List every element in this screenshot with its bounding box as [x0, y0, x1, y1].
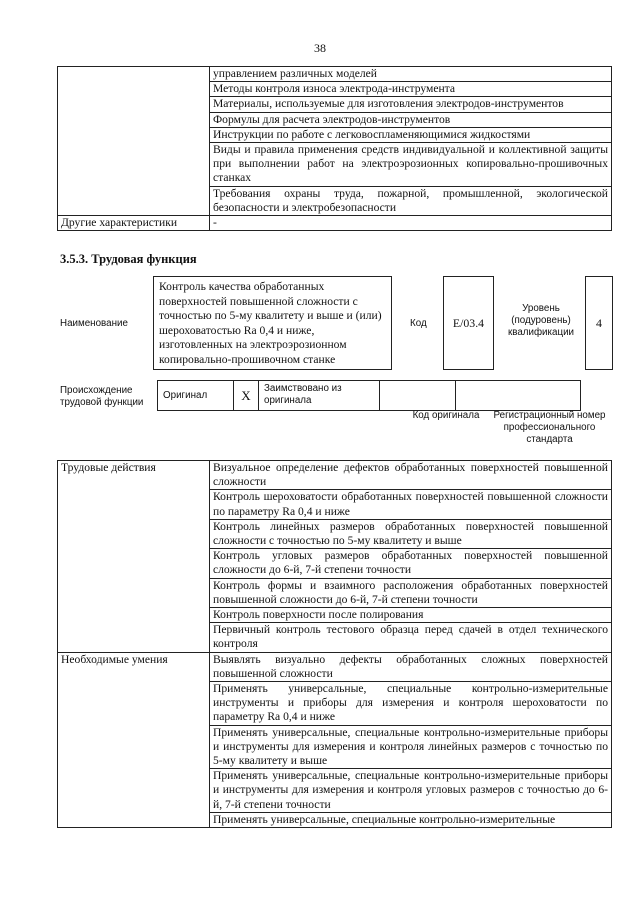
registration-caption: Регистрационный номер профессионального стандарта	[493, 410, 606, 445]
name-label: Наименование	[60, 318, 128, 329]
row-text: Виды и правила применения средств индивидуальной и коллективной защиты при выполнении работ на электроэрозионных копировально-прошивочных станках	[210, 143, 612, 187]
list-item: Контроль шероховатости обработанных поверхностей повышенной сложности по параметру Ra 0,4 и ниже	[210, 490, 612, 519]
registration-number-cell	[456, 381, 581, 411]
original-label: Оригинал	[158, 381, 234, 411]
function-details-table	[57, 460, 612, 828]
list-item: Контроль угловых размеров обработанных поверхностей повышенной сложности до 6-й, 7-й степени точности	[210, 549, 612, 578]
list-item: Применять универсальные, специальные контрольно-измерительные приборы и инструменты для измерения и контроля линейных размеров с точностью по 5-му квалитету и выше	[210, 725, 612, 769]
table-row	[158, 381, 581, 411]
table-row	[58, 461, 612, 490]
table-row	[58, 67, 612, 82]
other-characteristics-label: Другие характеристики	[58, 216, 210, 231]
row-text: Требования охраны труда, пожарной, промышленной, экологической безопасности и электробезопасности	[210, 186, 612, 215]
original-code-caption: Код оригинала	[412, 410, 480, 421]
page-number: 38	[314, 41, 326, 55]
row-text: Формулы для расчета электродов-инструментов	[210, 112, 612, 127]
origin-label: Происхождение трудовой функции	[60, 385, 144, 408]
table-row	[58, 652, 612, 681]
requirements-table	[57, 66, 612, 231]
qualification-level-label: Уровень (подуровень) квалификации	[507, 303, 575, 338]
section-title: 3.5.3. Трудовая функция	[60, 252, 197, 266]
group-label: Трудовые действия	[58, 461, 210, 653]
origin-table	[157, 380, 581, 411]
original-code-cell	[380, 381, 456, 411]
list-item: Применять универсальные, специальные контрольно-измерительные	[210, 812, 612, 827]
qualification-level-value: 4	[585, 276, 613, 370]
row-text: Материалы, используемые для изготовления электродов-инструментов	[210, 97, 612, 112]
row-label	[58, 67, 210, 216]
list-item: Контроль поверхности после полирования	[210, 608, 612, 623]
group-label: Необходимые умения	[58, 652, 210, 827]
function-code: E/03.4	[443, 276, 494, 370]
other-characteristics-value: -	[210, 216, 612, 231]
function-name-box: Контроль качества обработанных поверхностей повышенной сложности с точностью по 5-му квалитету и выше и (или) шероховатостью Ra 0,4 и ниже, изготовленных на электроэрозионном копировально-прошивочном станке	[153, 276, 392, 370]
list-item: Выявлять визуально дефекты обработанных сложных поверхностей повышенной сложности	[210, 652, 612, 681]
original-mark: X	[234, 381, 259, 411]
list-item: Контроль линейных размеров обработанных поверхностей повышенной сложности с точностью по 5-му квалитету и выше	[210, 519, 612, 548]
row-text: Инструкции по работе с легковоспламеняющимися жидкостями	[210, 127, 612, 142]
borrowed-label: Заимствовано из оригинала	[259, 381, 380, 411]
row-text: управлением различных моделей	[210, 67, 612, 82]
table-row	[58, 216, 612, 231]
list-item: Применять универсальные, специальные контрольно-измерительные приборы и инструменты для измерения и контроля угловых размеров с точностью до 6-й, 7-й степени точности	[210, 769, 612, 813]
list-item: Применять универсальные, специальные контрольно-измерительные инструменты и приборы для измерения и контроля шероховатости по параметру Ra 0,4 и ниже	[210, 682, 612, 726]
list-item: Первичный контроль тестового образца перед сдачей в отдел технического контроля	[210, 623, 612, 652]
code-label: Код	[410, 318, 427, 329]
list-item: Контроль формы и взаимного расположения обработанных поверхностей повышенной сложности до 6-й, 7-й степени точности	[210, 578, 612, 607]
row-text: Методы контроля износа электрода-инструмента	[210, 82, 612, 97]
list-item: Визуальное определение дефектов обработанных поверхностей повышенной сложности	[210, 461, 612, 490]
